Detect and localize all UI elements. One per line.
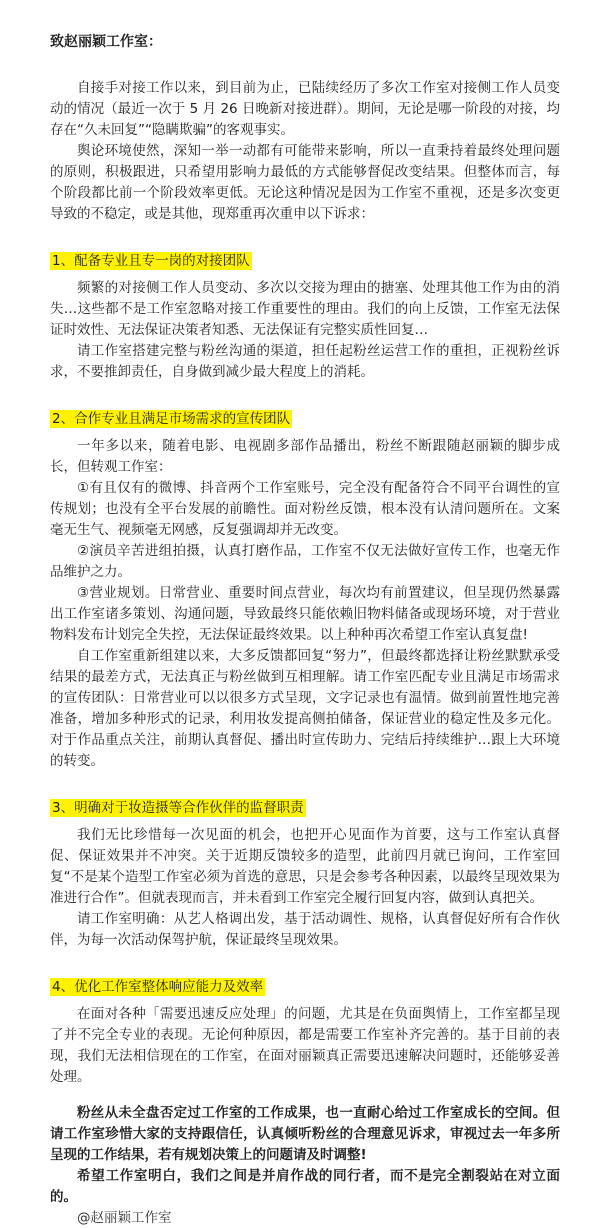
section-paragraph: ③营业规划。日常营业、重要时间点营业，每次均有前置建议，但呈现仍然暴露出工作室诸多策划、沟通问题，导致最终只能依赖旧物料储备或现场环境，对于营业物料发布计划完全失控，无法保证最终效果。以上种种再次希望工作室认真复盘! xyxy=(50,585,560,643)
section-paragraph: 一年多以来，随着电影、电视剧多部作品播出，粉丝不断跟随赵丽颖的脚步成长，但转观工作室： xyxy=(50,438,560,475)
section-heading-3 xyxy=(50,797,560,819)
signature-mention[interactable]: @赵丽颖工作室 xyxy=(77,1210,172,1226)
letter-page xyxy=(0,32,600,1226)
letter-title: 致赵丽颖工作室： xyxy=(50,34,162,50)
section-heading-4 xyxy=(50,976,560,998)
closing-paragraph: 粉丝从未全盘否定过工作室的工作成果，也一直耐心给过工作室成长的空间。但请工作室珍惜大家的支持跟信任，认真倾听粉丝的合理意见诉求，审视过去一年多所呈现的工作结果，若有规划决策上的问题请及时调整! xyxy=(50,1105,560,1163)
section-paragraph: 频繁的对接侧工作人员变动、多次以交接为理由的搪塞、处理其他工作为由的消失…这些都不是工作室忽略对接工作重要性的理由。我们的向上反馈，工作室无法保证时效性、无法保证决策者知悉、无法保证有完整实质性回复… xyxy=(50,280,560,338)
section-paragraph: 请工作室搭建完整与粉丝沟通的渠道，担任起粉丝运营工作的重担，正视粉丝诉求，不要推卸责任，自身做到减少最大程度上的消耗。 xyxy=(50,343,560,380)
section-paragraph: 我们无比珍惜每一次见面的机会，也把开心见面作为首要，这与工作室认真督促、保证效果并不冲突。关于近期反馈较多的造型，此前四月就已询问，工作室回复“不是某个造型工作室必须为首选的意思，只是会参考各种因素，以最终呈现效果为准进行合作”。但就表现而言，并未看到工作室完全履行回复内容，做到认真把关。 xyxy=(50,827,560,906)
section-heading-text: 1、配备专业且专一岗的对接团队 xyxy=(52,253,250,269)
intro-paragraph: 舆论环境使然，深知一举一动都有可能带来影响，所以一直秉持着最终处理问题的原则，积极跟进，只希望用影响力最低的方式能够督促改变结果。但整体而言，每个阶段都比前一个阶段效率更低。无论这种情况是因为工作室不重视，还是多次变更导致的不稳定，或是其他，现郑重再次重申以下诉求： xyxy=(50,143,560,222)
section-paragraph: 在面对各种「需要迅速反应处理」的问题，尤其是在负面舆情上，工作室都呈现了并不完全专业的表现。无论何种原因，都是需要工作室补齐完善的。基于目前的表现，我们无法相信现在的工作室，在面对丽颖真正需要迅速解决问题时，还能够妥善处理。 xyxy=(50,1006,560,1085)
section-heading-text: 2、合作专业且满足市场需求的宣传团队 xyxy=(52,411,291,427)
section-paragraph: ①有且仅有的微博、抖音两个工作室账号，完全没有配备符合不同平台调性的宣传规划；也没有全平台发展的前瞻性。面对粉丝反馈，根本没有认清问题所在。文案毫无生气、视频毫无网感，反复强调却并无改变。 xyxy=(50,480,560,538)
intro-paragraph: 自接手对接工作以来，到目前为止，已陆续经历了多次工作室对接侧工作人员变动的情况（最近一次于 5 月 26 日晚新对接进群）。期间，无论是哪一阶段的对接，均存在“久未回复”“隐瞒欺骗”的客观事实。 xyxy=(50,80,560,138)
section-paragraph: ②演员辛苦进组拍摄，认真打磨作品，工作室不仅无法做好宣传工作，也毫无作品维护之力。 xyxy=(50,543,560,580)
section-heading-text: 3、明确对于妆造摄等合作伙伴的监督职责 xyxy=(52,800,304,816)
section-heading-2 xyxy=(50,408,560,430)
section-heading-1 xyxy=(50,250,560,272)
section-heading-text: 4、优化工作室整体响应能力及效率 xyxy=(52,979,264,995)
section-paragraph: 自工作室重新组建以来，大多反馈都回复“努力”，但最终都选择让粉丝默默承受结果的最差方式，无法真正与粉丝做到互相理解。请工作室匹配专业且满足市场需求的宣传团队：日常营业可以以很多方式呈现，文字记录也有温情。做到前置性地完善准备，增加多种形式的记录，利用妆发提高侧拍储备，保证营业的稳定性及多元化。对于作品重点关注，前期认真督促、播出时宣传助力、完结后持续维护…跟上大环境的转变。 xyxy=(50,648,560,769)
closing-paragraph: 希望工作室明白，我们之间是并肩作战的同行者，而不是完全割裂站在对立面的。 xyxy=(50,1168,560,1205)
section-paragraph: 请工作室明确：从艺人格调出发，基于活动调性、规格，认真督促好所有合作伙伴，为每一次活动保驾护航，保证最终呈现效果。 xyxy=(50,911,560,948)
